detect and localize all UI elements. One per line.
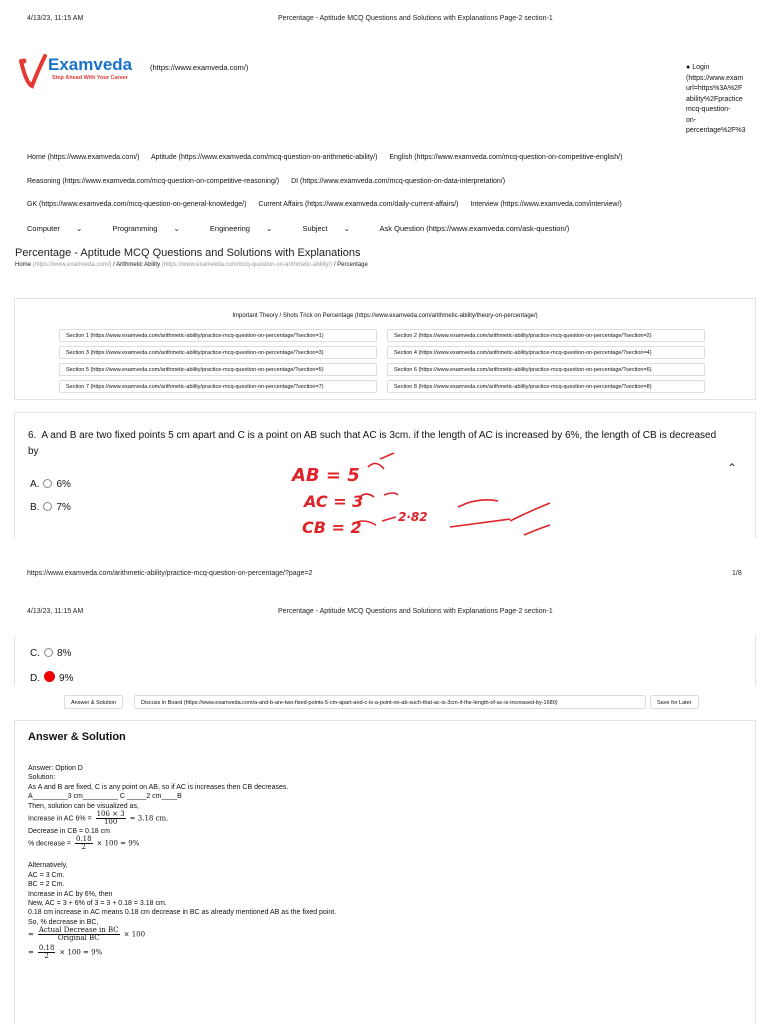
breadcrumb-home-url: (https://www.examveda.com/) <box>32 262 112 268</box>
nav-gk[interactable]: GK (https://www.examveda.com/mcq-question-on-general-knowledge/) <box>27 201 247 208</box>
menu-row <box>27 224 583 233</box>
question-body: A and B are two fixed points 5 cm apart and C is a point on AB such that AC is 3cm. if the length of AC is increased by 6%, the length of CB is decreased by <box>28 430 717 457</box>
solution-line: 0.18 cm increase in AC means 0.18 cm decrease in BC as already mentioned AB as the fixed point. <box>28 909 337 917</box>
solution-formula: % decrease = $\frac{0.18}{2}$ × 100 = 9% <box>28 835 140 852</box>
option-letter: A. <box>30 479 40 490</box>
menu-programming[interactable]: Programming ⌄ <box>112 224 180 233</box>
theory-link[interactable]: Important Theory / Shots Trick on Percentage (https://www.examveda.com/arithmetic-ability/theory-on-percentage/) <box>232 313 538 319</box>
solution-line: Increase in AC by 6%, then <box>28 890 113 898</box>
solution-line: As A and B are fixed, C is any point on AB, so if AC is increases then CB decreases. <box>28 783 289 791</box>
handwriting-line: CB = 2 <box>302 518 362 537</box>
option-d[interactable] <box>30 671 73 684</box>
breadcrumb-arith[interactable]: Arithmetic Ability <box>116 262 161 268</box>
solution-line: A_________3 cm_________ C _____2 cm____B <box>28 793 182 801</box>
nav-aptitude[interactable]: Aptitude (https://www.examveda.com/mcq-question-on-arithmetic-ability/) <box>151 154 378 161</box>
solution-body <box>28 764 628 963</box>
section-5-button[interactable]: Section 5 (https://www.examveda.com/arithmetic-ability/practice-mcq-question-on-percentage/?section=5) <box>59 363 377 376</box>
chevron-down-icon: ⌄ <box>76 224 83 233</box>
logo-name: Examveda <box>48 55 133 74</box>
print-page-number: 1/8 <box>732 570 742 577</box>
section-1-button[interactable]: Section 1 (https://www.examveda.com/arithmetic-ability/practice-mcq-question-on-percentage/?section=1) <box>59 329 377 342</box>
nav-english[interactable]: English (https://www.examveda.com/mcq-question-on-competitive-english/) <box>389 154 623 161</box>
breadcrumb-arith-url: (https://www.examveda.com/mcq-question-on-arithmetic-ability/) <box>161 262 333 268</box>
option-a-radio[interactable] <box>43 479 52 488</box>
breadcrumb-sep: / <box>333 262 336 268</box>
login-url-line: percentage%2F%3 <box>686 127 746 134</box>
examveda-logo[interactable] <box>18 53 249 93</box>
answer-heading: Answer & Solution <box>28 731 126 743</box>
chevron-down-icon: ⌄ <box>343 224 350 233</box>
print-datetime: 4/13/23, 11:15 AM <box>27 15 84 22</box>
solution-line: AC = 3 Cm. <box>28 871 65 879</box>
option-b-radio[interactable] <box>43 502 52 511</box>
solution-line: BC = 2 Cm. <box>28 881 65 889</box>
section-8-button[interactable]: Section 8 (https://www.examveda.com/arithmetic-ability/practice-mcq-question-on-percentage/?section=8) <box>387 380 705 393</box>
handwritten-notes <box>280 445 600 545</box>
login-label: Login <box>692 64 710 71</box>
nav-row-1 <box>27 154 632 161</box>
breadcrumb <box>15 262 368 268</box>
chevron-down-icon: ⌄ <box>266 224 273 233</box>
option-text: 7% <box>56 502 71 513</box>
breadcrumb-current: Percentage <box>337 262 368 268</box>
breadcrumb-sep: / <box>113 262 115 268</box>
solution-line: So, % decrease in BC, <box>28 918 99 926</box>
option-letter: D. <box>30 673 40 684</box>
option-text: 9% <box>59 673 74 684</box>
solution-line: Alternatively, <box>28 862 68 870</box>
menu-ask-question[interactable]: Ask Question (https://www.examveda.com/ask-question/) <box>379 224 570 233</box>
print-datetime: 4/13/23, 11:15 AM <box>27 608 84 615</box>
solution-line: Then, solution can be visualized as, <box>28 802 139 810</box>
save-later-button[interactable]: Save for Later <box>650 695 699 709</box>
option-c[interactable] <box>30 648 71 659</box>
option-letter: C. <box>30 648 40 659</box>
option-text: 6% <box>56 479 71 490</box>
solution-label: Solution: <box>28 774 56 782</box>
option-a[interactable] <box>30 479 71 490</box>
solution-formula: = $\frac{\text{Actual Decrease in BC}}{\text{Original BC}}$ × 100 <box>28 926 146 943</box>
nav-reasoning[interactable]: Reasoning (https://www.examveda.com/mcq-question-on-competitive-reasoning/) <box>27 178 280 185</box>
print-doc-title: Percentage - Aptitude MCQ Questions and Solutions with Explanations Page-2 section-1 <box>278 15 553 22</box>
section-4-button[interactable]: Section 4 (https://www.examveda.com/arithmetic-ability/practice-mcq-question-on-percentage/?section=4) <box>387 346 705 359</box>
nav-row-3 <box>27 201 632 208</box>
discuss-board-button[interactable]: Discuss in Board (https://www.examveda.com/a-and-b-are-two-fixed-points-5-cm-apart-and-c-is-a-point-on-ab-such-that-ac-is-3cm-if-the-length-of-ac-is-increased-by-1680) <box>134 695 646 709</box>
section-2-button[interactable]: Section 2 (https://www.examveda.com/arithmetic-ability/practice-mcq-question-on-percentage/?section=2) <box>387 329 705 342</box>
section-6-button[interactable]: Section 6 (https://www.examveda.com/arithmetic-ability/practice-mcq-question-on-percentage/?section=6) <box>387 363 705 376</box>
answer-solution-button[interactable]: Answer & Solution <box>64 695 123 709</box>
print-footer-url: https://www.examveda.com/arithmetic-ability/practice-mcq-question-on-percentage/?page=2 <box>27 570 313 577</box>
option-text: 8% <box>57 648 72 659</box>
nav-home[interactable]: Home (https://www.examveda.com/) <box>27 154 140 161</box>
nav-row-2 <box>27 178 515 185</box>
section-7-button[interactable]: Section 7 (https://www.examveda.com/arithmetic-ability/practice-mcq-question-on-percentage/?section=7) <box>59 380 377 393</box>
solution-line: New, AC = 3 + 6% of 3 = 3 + 0.18 = 3.18 cm. <box>28 900 167 908</box>
chevron-down-icon: ⌄ <box>173 224 180 233</box>
menu-subject[interactable]: Subject ⌄ <box>302 224 350 233</box>
question-card-continued <box>14 636 756 686</box>
login-link[interactable] <box>686 63 766 137</box>
nav-interview[interactable]: Interview (https://www.examveda.com/interview/) <box>470 201 622 208</box>
login-url-line: on- <box>686 116 697 124</box>
option-b[interactable] <box>30 502 71 513</box>
login-url-line: ability%2Fpractice <box>686 95 743 103</box>
solution-formula: Increase in AC 6% = $\frac{106 \times 3}{100}$ = 3.18 cm. <box>28 810 169 827</box>
question-number: 6. <box>28 430 37 441</box>
solution-line: Decrease in CB = 0.18 cm <box>28 828 110 836</box>
menu-computer[interactable]: Computer ⌄ <box>27 224 83 233</box>
option-letter: B. <box>30 502 40 513</box>
logo-mark-icon <box>18 53 48 89</box>
solution-formula: = $\frac{0.18}{2}$ × 100 = 9% <box>28 944 103 961</box>
logo-tagline: Step Ahead With Your Career <box>52 75 128 81</box>
handwriting-line: AB = 5 <box>292 465 360 486</box>
nav-di[interactable]: DI (https://www.examveda.com/mcq-question-on-data-interpretation/) <box>291 178 506 185</box>
option-d-radio-selected[interactable] <box>44 671 55 682</box>
login-url-line: mcq-question- <box>686 106 731 113</box>
handwriting-line: AC = 3 <box>304 492 364 511</box>
breadcrumb-home[interactable]: Home <box>15 262 32 268</box>
print-doc-title: Percentage - Aptitude MCQ Questions and Solutions with Explanations Page-2 section-1 <box>278 608 553 615</box>
answer-option: Answer: Option D <box>28 765 83 772</box>
nav-current-affairs[interactable]: Current Affairs (https://www.examveda.com/daily-current-affairs/) <box>258 201 459 208</box>
chevron-up-icon[interactable]: ⌃ <box>727 461 738 475</box>
option-c-radio[interactable] <box>44 648 53 657</box>
user-icon: ● <box>686 64 691 71</box>
handwriting-line: 2·82 <box>398 510 428 524</box>
logo-url: (https://www.examveda.com/) <box>150 63 249 72</box>
menu-engineering[interactable]: Engineering ⌄ <box>209 224 273 233</box>
section-3-button[interactable]: Section 3 (https://www.examveda.com/arithmetic-ability/practice-mcq-question-on-percentage/?section=3) <box>59 346 377 359</box>
sections-panel <box>14 298 756 400</box>
login-url-line: url=https%3A%2F <box>686 85 743 92</box>
page-title: Percentage - Aptitude MCQ Questions and Solutions with Explanations <box>15 247 361 259</box>
login-url-line: (https://www.exam <box>686 74 744 82</box>
